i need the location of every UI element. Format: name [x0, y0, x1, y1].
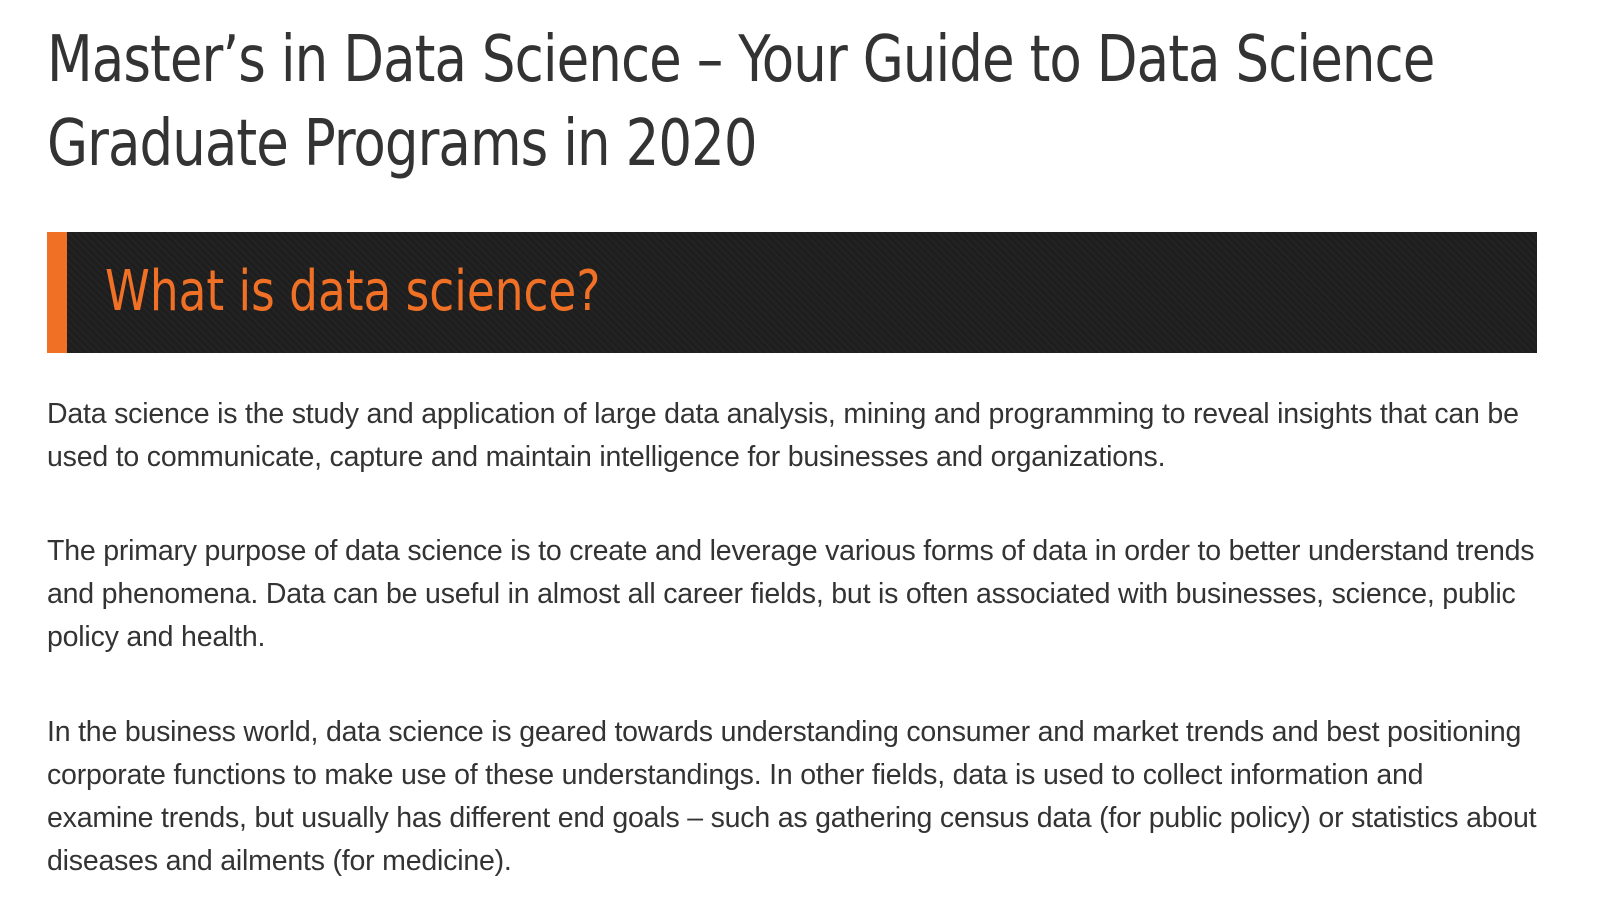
paragraph-business-world: In the business world, data science is geared towards understanding consumer and market trends and best positioning corporate functions to make use of these understandings. In other fields, data is used to collect information and examine trends, but usually has different end goals – such as gathering census data (for public policy) or statistics about diseases and ailments (for medicine). — [47, 716, 1537, 877]
page-title: Master’s in Data Science – Your Guide to Data Science Graduate Programs in 2020 — [47, 23, 1435, 181]
section-banner — [47, 232, 1537, 353]
paragraph-definition: Data science is the study and application of large data analysis, mining and programming to reveal insights that can be used to communicate, capture and maintain intelligence for businesses and organizations. — [47, 398, 1519, 473]
paragraph-purpose: The primary purpose of data science is to create and leverage various forms of data in order to better understand trends and phenomena. Data can be useful in almost all career fields, but is often associated with businesses, science, public policy and health. — [47, 535, 1535, 653]
section-heading: What is data science? — [105, 259, 601, 324]
article — [47, 0, 1537, 877]
